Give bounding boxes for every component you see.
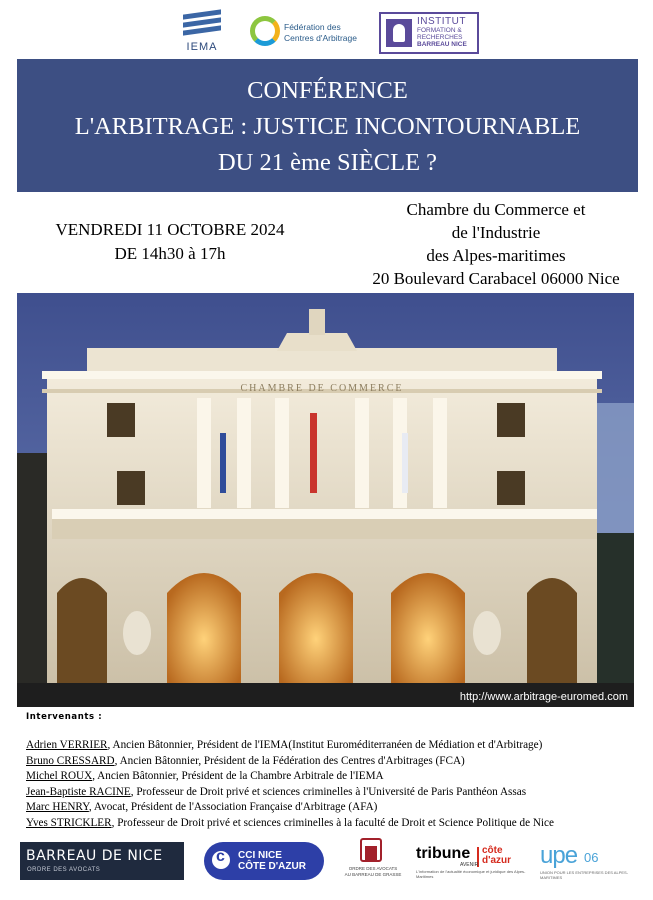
speaker-role: , Avocat, Président de l'Association Française d'Arbitrage (AFA): [88, 801, 378, 813]
barreau-subtitle: ORDRE DES AVOCATS: [27, 867, 101, 873]
venue-line-3: des Alpes-maritimes: [426, 246, 566, 265]
fca-logo: [250, 14, 360, 54]
facade-sign: CHAMBRE DE COMMERCE: [240, 383, 404, 394]
speaker-name: Yves STRICKLER: [26, 816, 112, 829]
event-time: DE 14h30 à 17h: [114, 244, 226, 263]
speaker-role: , Ancien Bâtonnier, Président de la Fédération des Centres d'Arbitrages (FCA): [114, 754, 465, 767]
institut-label-3: RECHERCHES: [417, 34, 463, 41]
venue-line-2: de l'Industrie: [451, 223, 541, 242]
upe06-logo: [538, 842, 634, 880]
speaker-name: Adrien VERRIER: [26, 739, 108, 751]
iema-label: IEMA: [186, 41, 218, 53]
list-item: [26, 738, 646, 754]
cci-label-2: CÔTE D'AZUR: [238, 861, 306, 872]
upe-tagline: UNION POUR LES ENTREPRISES DES ALPES-MARITIMES: [540, 870, 629, 880]
institut-label: INSTITUT: [417, 16, 466, 27]
ordre-label-2: AU BARREAU DE GRASSE: [344, 871, 402, 877]
event-datetime: [20, 218, 320, 266]
tribune-azur: d'azur: [482, 855, 512, 866]
venue-line-1: Chambre du Commerce et: [406, 200, 586, 219]
fca-label-1: Fédération des: [284, 22, 341, 32]
barreau-nice-logo: [20, 842, 184, 880]
building-photo: [17, 293, 634, 707]
conference-title-banner: [17, 59, 638, 192]
upe-number: 06: [584, 850, 599, 865]
tribune-word: tribune: [416, 845, 471, 862]
institut-profile-icon: [386, 19, 412, 47]
speaker-name: Jean-Baptiste RACINE: [26, 785, 131, 798]
list-item: [26, 816, 646, 832]
briefcase-icon: [360, 838, 382, 862]
tribune-cote-azur-logo: [414, 845, 524, 881]
iema-logo: [180, 10, 224, 54]
institut-label-4: BARREAU NICE: [417, 41, 467, 48]
event-venue: [360, 198, 632, 290]
speakers-list: [26, 738, 646, 831]
cci-label-1: CCI NICE: [238, 850, 282, 861]
event-date: VENDREDI 11 OCTOBRE 2024: [55, 220, 285, 239]
website-url: http://www.arbitrage-euromed.com: [459, 691, 628, 703]
speaker-name: Michel ROUX: [26, 770, 93, 782]
speaker-role: , Professeur de Droit privé et sciences criminelles à l'Université de Paris Panthéon Assas: [130, 785, 527, 798]
list-item: [26, 769, 646, 785]
banner-line-2: L'ARBITRAGE : JUSTICE INCONTOURNABLE: [74, 113, 581, 140]
fca-label-2: Centres d'Arbitrage: [284, 33, 357, 43]
tribune-avenir: AVENIR: [460, 862, 479, 868]
tribune-tagline: L'information de l'actualité économique et juridique des Alpes-Maritimes: [416, 869, 526, 879]
venue-line-4: 20 Boulevard Carabacel 06000 Nice: [372, 269, 620, 288]
speaker-role: , Ancien Bâtonnier, Président de la Chambre Arbitrale de l'IEMA: [92, 770, 384, 782]
speaker-role: , Ancien Bâtonnier, Président de l'IEMA(Institut Euroméditerranéen de Médiation et d'Arbitrage): [107, 739, 543, 751]
fca-ring-icon: [250, 16, 280, 46]
speakers-heading: Intervenants :: [26, 712, 103, 722]
institut-label-2: FORMATION &: [417, 27, 462, 34]
tribune-cote: côte: [482, 845, 503, 856]
list-item: [26, 785, 646, 801]
chamber-of-commerce-building-illustration: [17, 293, 634, 707]
upe-word: upe: [540, 842, 578, 869]
list-item: [26, 754, 646, 770]
cci-c-icon: [212, 851, 230, 869]
list-item: [26, 800, 646, 816]
banner-line-3: DU 21 ème SIÈCLE ?: [217, 149, 438, 176]
cci-nice-logo: [204, 842, 324, 880]
ordre-label-1: ORDRE DES AVOCATS: [348, 866, 398, 871]
institut-formation-logo: [379, 12, 479, 54]
banner-line-1: CONFÉRENCE: [247, 77, 408, 104]
speaker-name: Bruno CRESSARD: [26, 754, 115, 767]
ordre-avocats-grasse-logo: [340, 838, 406, 884]
speaker-name: Marc HENRY: [26, 801, 89, 813]
barreau-title: BARREAU DE NICE: [26, 848, 163, 864]
iema-emblem-icon: [183, 10, 221, 38]
speaker-role: , Professeur de Droit privé et sciences criminelles à la faculté de Droit et Science Politique de Nice: [111, 816, 554, 829]
